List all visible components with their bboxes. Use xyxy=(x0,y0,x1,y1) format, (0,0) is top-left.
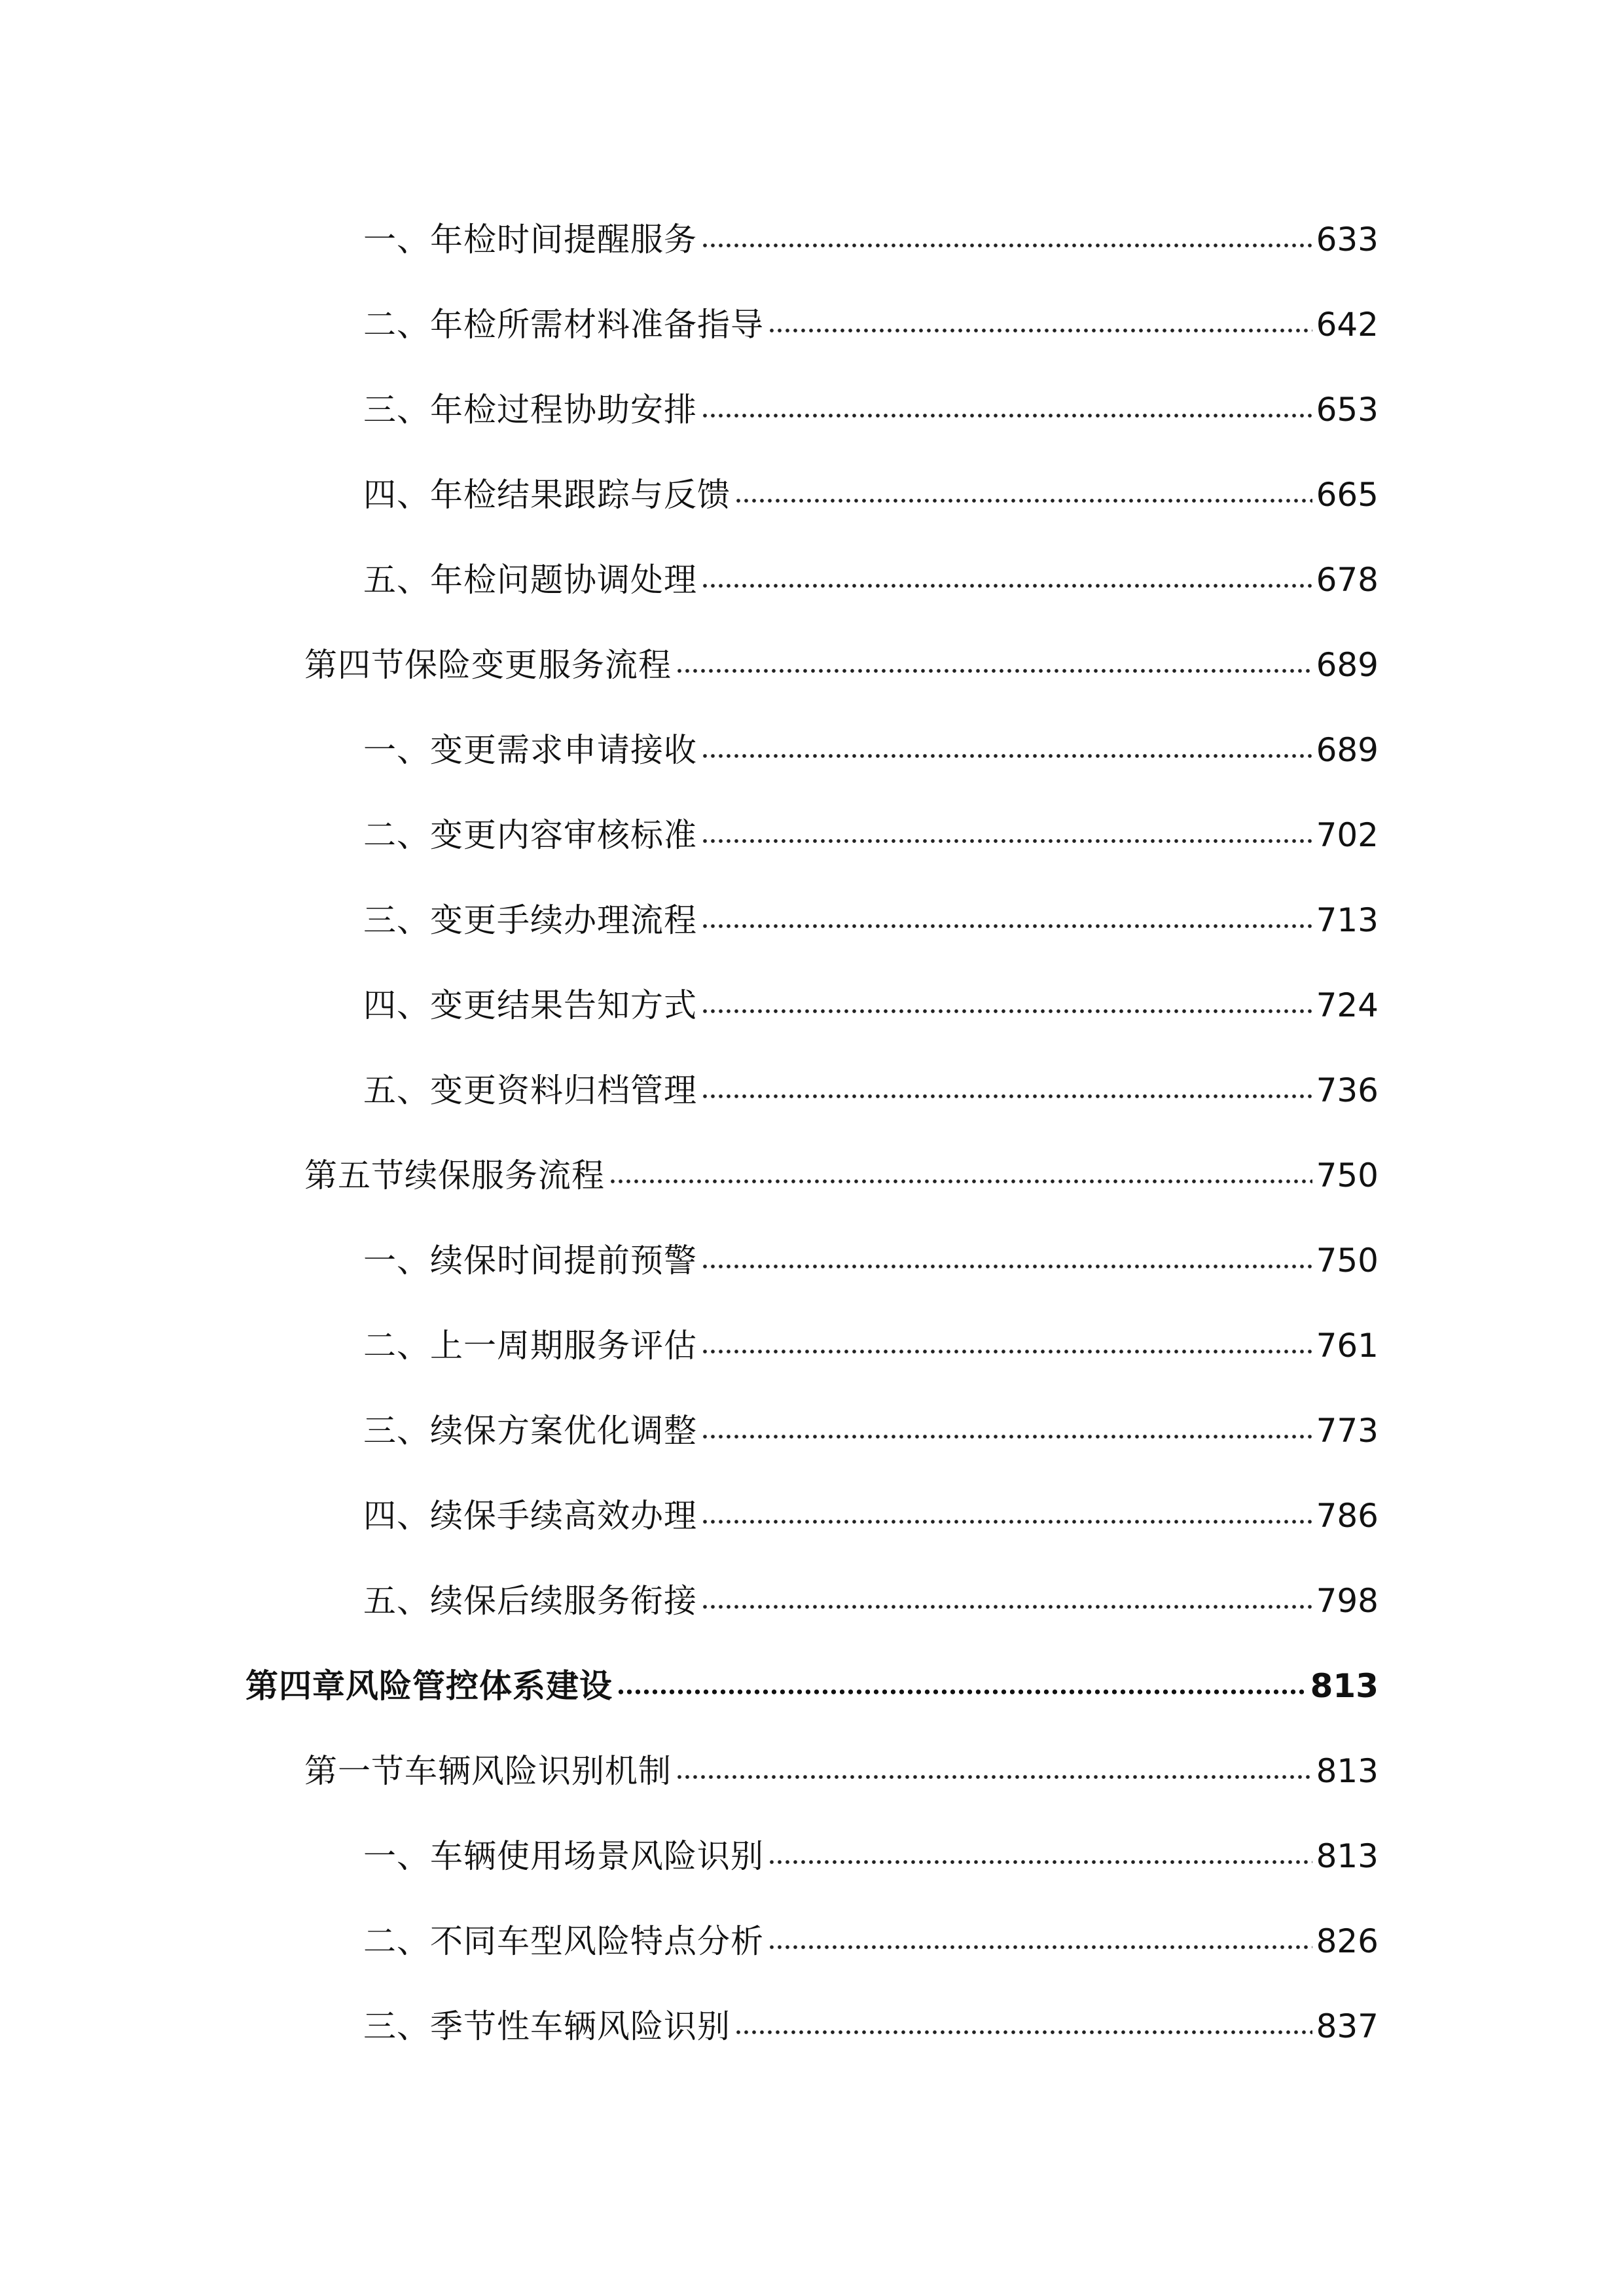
dot-leader xyxy=(768,1859,1312,1865)
toc-entry[interactable] xyxy=(363,1395,1379,1467)
dot-leader xyxy=(701,1604,1312,1609)
toc-entry-title: 第一节车辆风险识别机制 xyxy=(304,1752,672,1790)
toc-entry[interactable] xyxy=(363,459,1379,531)
toc-page-number: 786 xyxy=(1316,1497,1379,1535)
toc-entry[interactable] xyxy=(363,1480,1379,1552)
toc-entry-title: 一、车辆使用场景风险识别 xyxy=(363,1837,764,1875)
toc-entry[interactable] xyxy=(363,969,1379,1041)
toc-page-number: 813 xyxy=(1316,1837,1379,1875)
toc-page-number: 702 xyxy=(1316,816,1379,854)
dot-leader xyxy=(701,753,1312,759)
dot-leader xyxy=(701,838,1312,844)
toc-page-number: 750 xyxy=(1316,1242,1379,1280)
dot-leader xyxy=(701,1094,1312,1099)
toc-page-number: 750 xyxy=(1316,1157,1379,1194)
toc-page-number: 678 xyxy=(1316,561,1379,599)
toc-page-number: 642 xyxy=(1316,306,1379,344)
toc-page-number: 826 xyxy=(1316,1922,1379,1960)
toc-page-number: 689 xyxy=(1316,646,1379,684)
dot-leader xyxy=(617,1689,1307,1695)
toc-entry[interactable] xyxy=(363,1310,1379,1382)
toc-page-number: 665 xyxy=(1316,476,1379,514)
toc-entry-title: 第四章风险管控体系建设 xyxy=(245,1667,613,1705)
toc-entry-title: 五、年检问题协调处理 xyxy=(363,561,697,599)
dot-leader xyxy=(701,1434,1312,1439)
toc-chapter-entry[interactable] xyxy=(245,1650,1379,1722)
dot-leader xyxy=(768,328,1312,333)
dot-leader xyxy=(734,498,1312,503)
dot-leader xyxy=(676,1774,1312,1780)
dot-leader xyxy=(701,1009,1312,1014)
toc-page-number: 798 xyxy=(1316,1582,1379,1620)
toc-page-number: 813 xyxy=(1310,1667,1379,1705)
dot-leader xyxy=(701,243,1312,248)
dot-leader xyxy=(676,668,1312,673)
dot-leader xyxy=(701,583,1312,588)
toc-page-number: 813 xyxy=(1316,1752,1379,1790)
toc-page-number: 761 xyxy=(1316,1327,1379,1365)
dot-leader xyxy=(701,924,1312,929)
toc-page-number: 633 xyxy=(1316,221,1379,259)
dot-leader xyxy=(701,413,1312,418)
toc-page-number: 837 xyxy=(1316,2007,1379,2045)
toc-entry-title: 四、续保手续高效办理 xyxy=(363,1497,697,1535)
toc-entry-title: 三、续保方案优化调整 xyxy=(363,1412,697,1450)
toc-entry[interactable] xyxy=(363,374,1379,446)
dot-leader xyxy=(701,1349,1312,1354)
toc-entry-title: 一、续保时间提前预警 xyxy=(363,1242,697,1280)
toc-page-number: 736 xyxy=(1316,1071,1379,1109)
toc-entry-title: 三、季节性车辆风险识别 xyxy=(363,2007,731,2045)
toc-entry-title: 第五节续保服务流程 xyxy=(304,1157,605,1194)
toc-entry-title: 第四节保险变更服务流程 xyxy=(304,646,672,684)
toc-entry[interactable] xyxy=(363,799,1379,871)
toc-entry-title: 二、上一周期服务评估 xyxy=(363,1327,697,1365)
toc-entry[interactable] xyxy=(363,1820,1379,1892)
toc-section-entry[interactable] xyxy=(304,1139,1379,1211)
toc-entry[interactable] xyxy=(363,1054,1379,1126)
toc-entry-title: 五、续保后续服务衔接 xyxy=(363,1582,697,1620)
toc-entry-title: 一、变更需求申请接收 xyxy=(363,731,697,769)
dot-leader xyxy=(701,1519,1312,1524)
toc-entry-title: 五、变更资料归档管理 xyxy=(363,1071,697,1109)
toc-page-number: 773 xyxy=(1316,1412,1379,1450)
dot-leader xyxy=(734,2030,1312,2035)
toc-entry[interactable] xyxy=(363,544,1379,616)
dot-leader xyxy=(609,1179,1312,1184)
toc-section-entry[interactable] xyxy=(304,629,1379,701)
toc-entry-title: 二、不同车型风险特点分析 xyxy=(363,1922,764,1960)
toc-page-number: 713 xyxy=(1316,901,1379,939)
toc-section-entry[interactable] xyxy=(304,1735,1379,1807)
toc-entry[interactable] xyxy=(363,1225,1379,1297)
toc-entry[interactable] xyxy=(363,1905,1379,1977)
toc-entry[interactable] xyxy=(363,204,1379,276)
toc-entry-title: 三、变更手续办理流程 xyxy=(363,901,697,939)
dot-leader xyxy=(768,1945,1312,1950)
toc-entry[interactable] xyxy=(363,1990,1379,2062)
toc-entry[interactable] xyxy=(363,1565,1379,1637)
toc-entry[interactable] xyxy=(363,289,1379,361)
toc-entry[interactable] xyxy=(363,714,1379,786)
toc-entry-title: 一、年检时间提醒服务 xyxy=(363,221,697,259)
toc-page-number: 689 xyxy=(1316,731,1379,769)
toc-entry-title: 三、年检过程协助安排 xyxy=(363,391,697,429)
toc-entry-title: 四、年检结果跟踪与反馈 xyxy=(363,476,731,514)
toc-page-number: 653 xyxy=(1316,391,1379,429)
toc-entry[interactable] xyxy=(363,884,1379,956)
toc-entry-title: 二、年检所需材料准备指导 xyxy=(363,306,764,344)
toc-entry-title: 四、变更结果告知方式 xyxy=(363,986,697,1024)
toc-entry-title: 二、变更内容审核标准 xyxy=(363,816,697,854)
dot-leader xyxy=(701,1264,1312,1269)
toc-page-number: 724 xyxy=(1316,986,1379,1024)
